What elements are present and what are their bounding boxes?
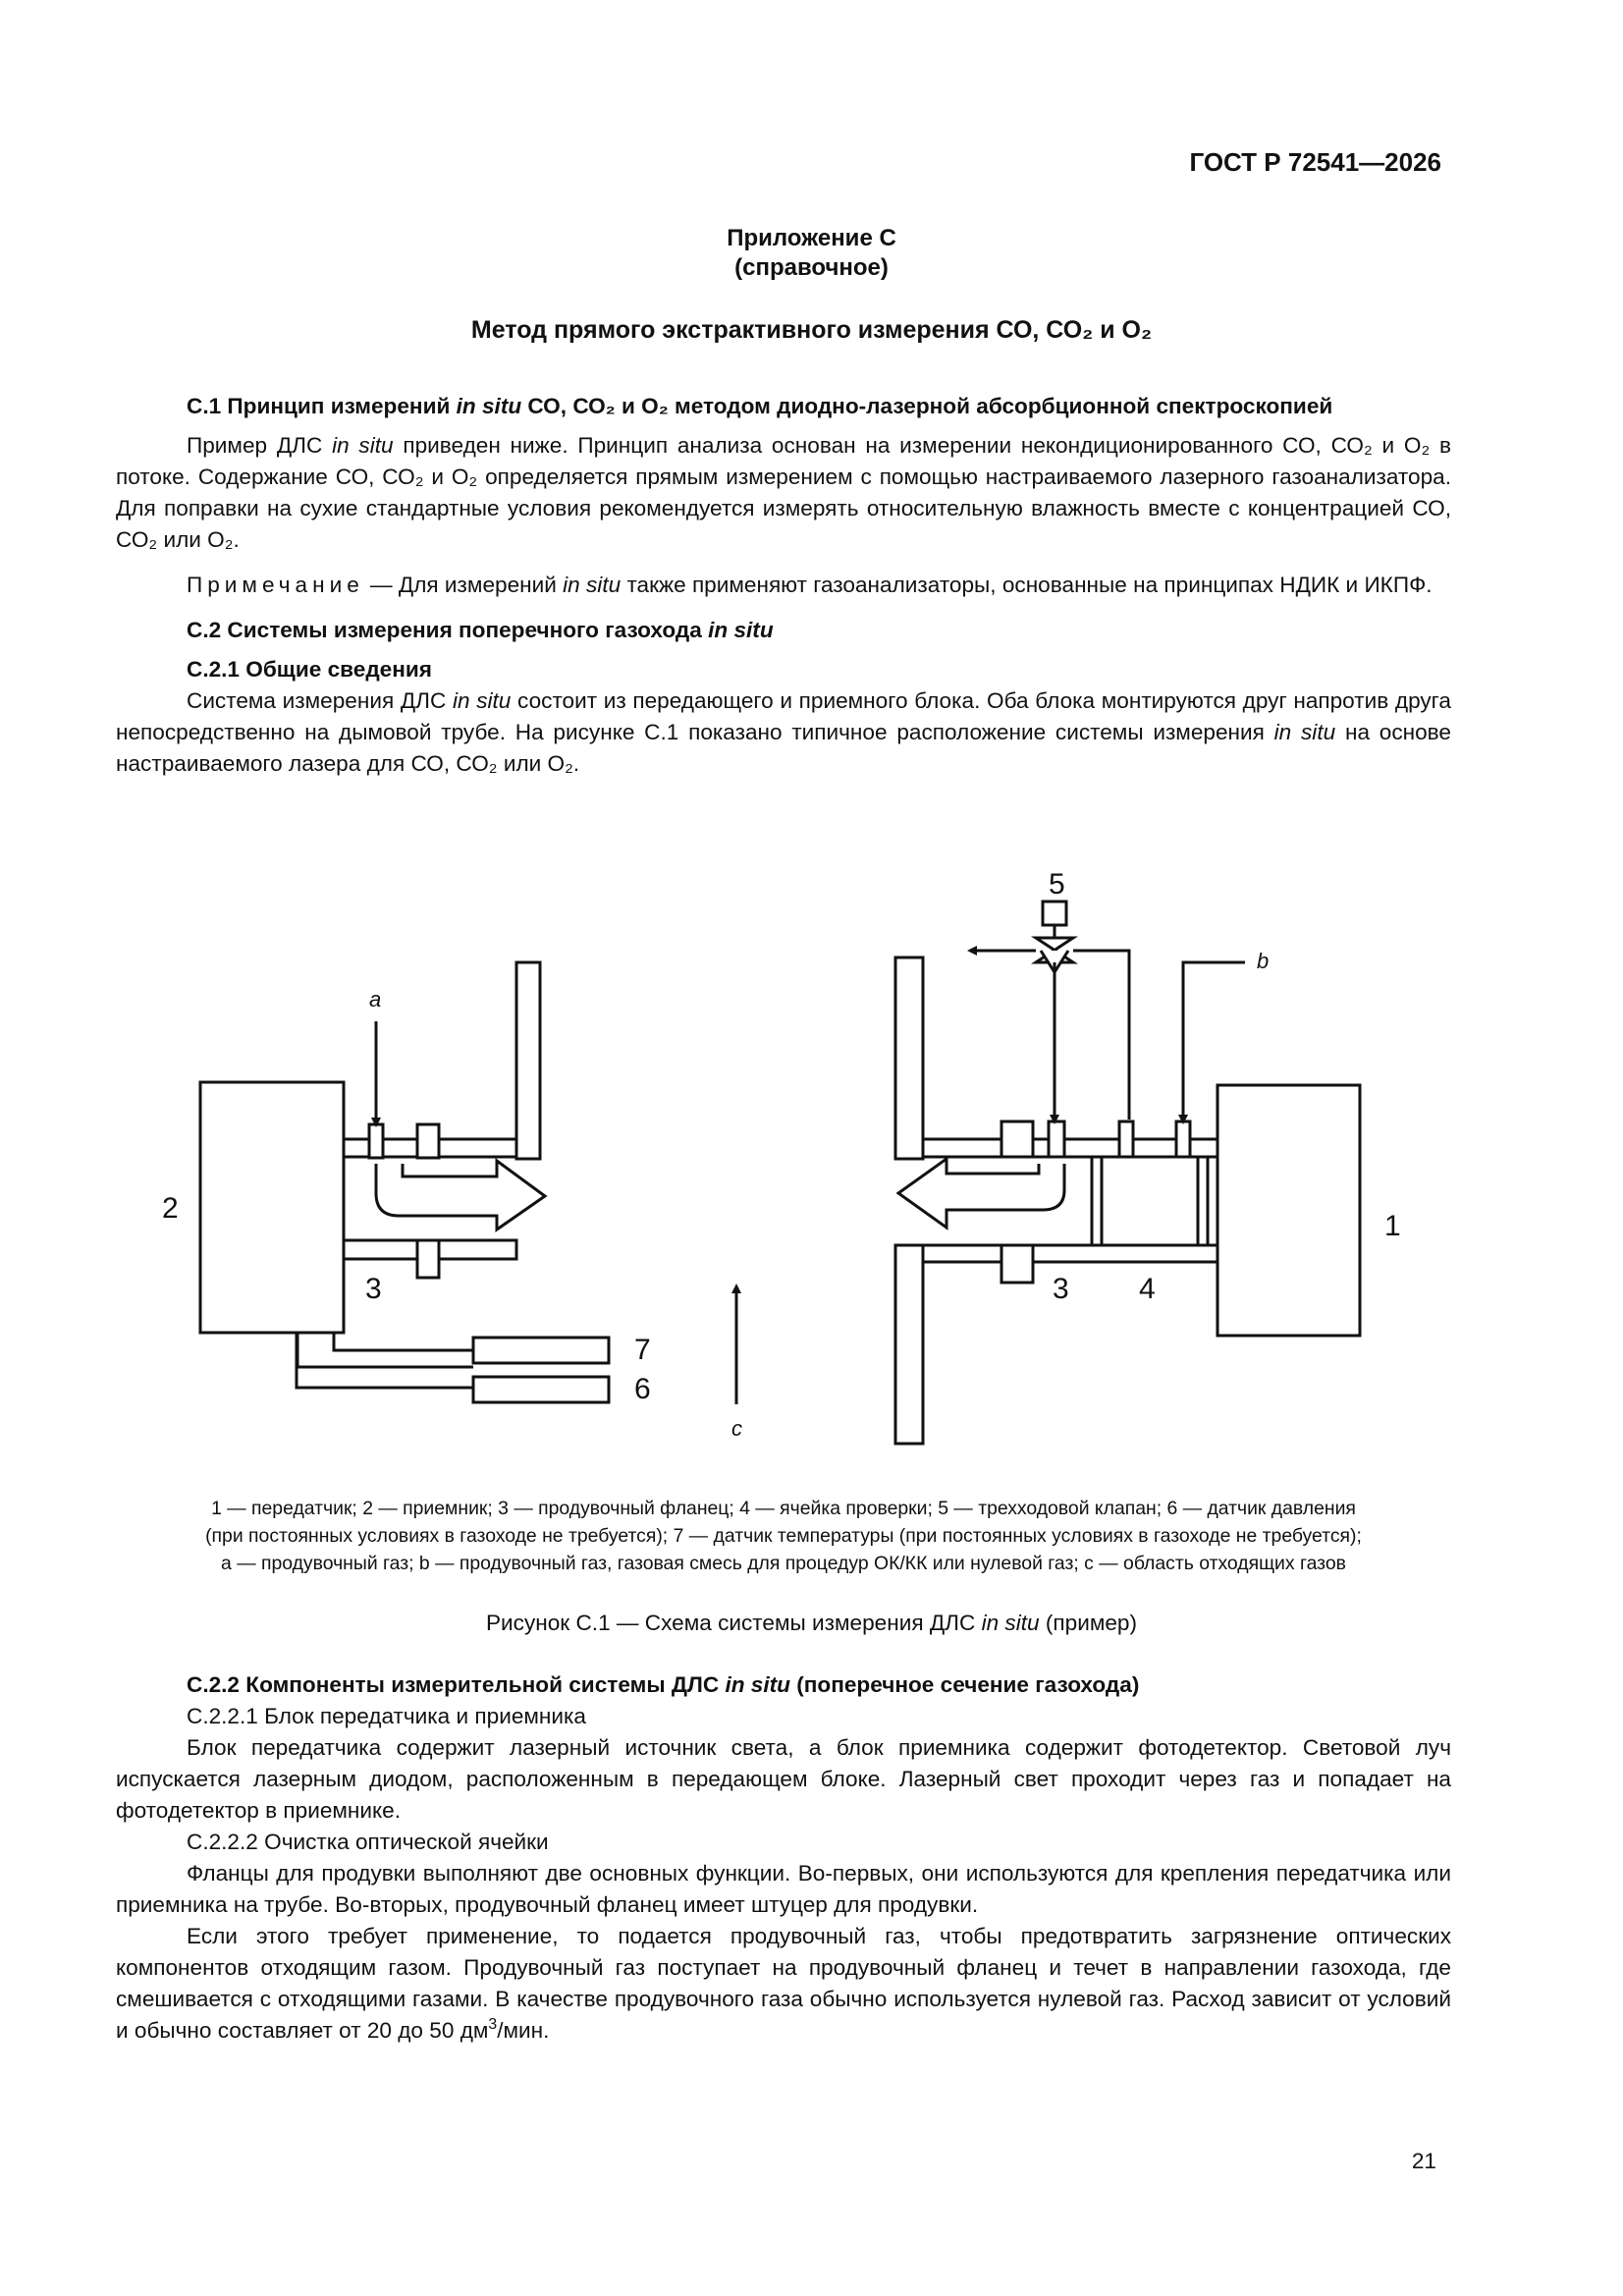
paragraph-c222-a: Фланцы для продувки выполняют две основных функции. Во-первых, они используются для крепления передатчика или приемника на трубе. Во-вторых, продувочный фланец имеет штуцер для продувки.	[116, 1861, 1451, 1917]
note-c1: Примечание — Для измерений in situ также применяют газоанализаторы, основанные на принципах НДИК и ИКПФ.	[187, 573, 1433, 597]
figure-legend	[116, 1495, 1451, 1577]
transmitter-box	[1217, 1085, 1360, 1336]
heading-c21: С.2.1 Общие сведения	[187, 657, 432, 682]
appendix-name: Приложение С	[727, 225, 896, 251]
section-c1	[116, 391, 1451, 780]
pressure-sensor	[473, 1377, 609, 1402]
appendix-title	[0, 224, 1623, 283]
heading-c222: С.2.2.2 Очистка оптической ячейки	[187, 1830, 549, 1854]
label-5: 5	[1049, 868, 1065, 901]
appendix-type: (справочное)	[734, 254, 889, 281]
label-3-right: 3	[1053, 1273, 1069, 1305]
label-3-left: 3	[365, 1273, 382, 1305]
paragraph-c221: Блок передатчика содержит лазерный источник света, а блок приемника содержит фотодетектор. Световой луч испускается лазерным диодом, расположенным в передающем блоке. Лазерный свет проходит через газ и попадает на фотодетектор в приемнике.	[116, 1735, 1451, 1823]
label-2: 2	[162, 1192, 179, 1225]
stack-wall-right	[895, 957, 923, 1159]
label-a: a	[369, 987, 382, 1011]
stack-wall-left	[516, 962, 540, 1159]
paragraph-c21: Система измерения ДЛС in situ состоит из передающего и приемного блока. Оба блока монтируются друг напротив друга непосредственно на дымовой трубе. На рисунке С.1 показано типичное расположение системы измерения in situ на основе настраиваемого лазера для СО, СО₂ или О₂.	[116, 688, 1451, 776]
label-c: c	[731, 1416, 742, 1441]
label-4: 4	[1139, 1273, 1156, 1305]
heading-c221: С.2.2.1 Блок передатчика и приемника	[187, 1704, 586, 1728]
label-b: b	[1257, 949, 1270, 973]
figure-c1-diagram	[0, 845, 1623, 1483]
label-6: 6	[634, 1373, 651, 1405]
receiver-box	[200, 1082, 344, 1333]
page-number: 21	[1411, 2149, 1436, 2173]
section-c22	[116, 1669, 1451, 2047]
paragraph-c1: Пример ДЛС in situ приведен ниже. Принцип анализа основан на измерении некондиционированного СО, СО₂ и О₂ в потоке. Содержание СО, СО₂ и О₂ определяется прямым измерением с помощью настраиваемого лазерного газоанализатора. Для поправки на сухие стандартные условия рекомендуется измерять относительную влажность вместе с концентрацией СО, СО₂ или О₂.	[116, 433, 1451, 552]
label-7: 7	[634, 1334, 651, 1366]
check-cell	[1092, 1157, 1208, 1245]
method-title: Метод прямого экстрактивного измерения СО, СО₂ и О₂	[470, 316, 1153, 344]
heading-c1: С.1 Принцип измерений in situ СО, СО₂ и О₂ методом диодно-лазерной абсорбционной спектроскопией	[187, 394, 1333, 418]
legend-line-3: a — продувочный газ; b — продувочный газ, газовая смесь для процедур ОК/КК или нулевой газ; c — область отходящих газов	[221, 1553, 1346, 1574]
flow-arrow-right	[898, 1159, 1064, 1228]
flow-arrow-left	[376, 1161, 545, 1230]
purge-flange-right	[1001, 1121, 1033, 1157]
purge-flange-left	[417, 1124, 439, 1158]
legend-line-1: 1 — передатчик; 2 — приемник; 3 — продувочный фланец; 4 — ячейка проверки; 5 — трехходовой клапан; 6 — датчик давления	[211, 1498, 1356, 1519]
heading-c2: С.2 Системы измерения поперечного газохода in situ	[187, 618, 774, 642]
paragraph-c222-b: Если этого требует применение, то подается продувочный газ, чтобы предотвратить загрязнение оптических компонентов отходящим газом. Продувочный газ поступает на продувочный фланец и течет в направлении газохода, где смешивается с отходящими газами. В качестве продувочного газа обычно используется нулевой газ. Расход зависит от условий и обычно составляет от 20 до 50 $дм^3$/мин.	[116, 1924, 1451, 2043]
legend-line-2: (при постоянных условиях в газоходе не требуется); 7 — датчик температуры (при постоянных условиях в газоходе не требуется);	[205, 1525, 1362, 1547]
three-way-valve-actuator	[1043, 902, 1066, 925]
figure-caption: Рисунок С.1 — Схема системы измерения ДЛС in situ (пример)	[485, 1611, 1138, 1635]
label-1: 1	[1384, 1210, 1401, 1242]
temperature-sensor	[473, 1338, 609, 1363]
heading-c22: С.2.2 Компоненты измерительной системы ДЛС in situ (поперечное сечение газохода)	[187, 1672, 1140, 1697]
standard-number: ГОСТ Р 72541—2026	[1189, 147, 1441, 177]
